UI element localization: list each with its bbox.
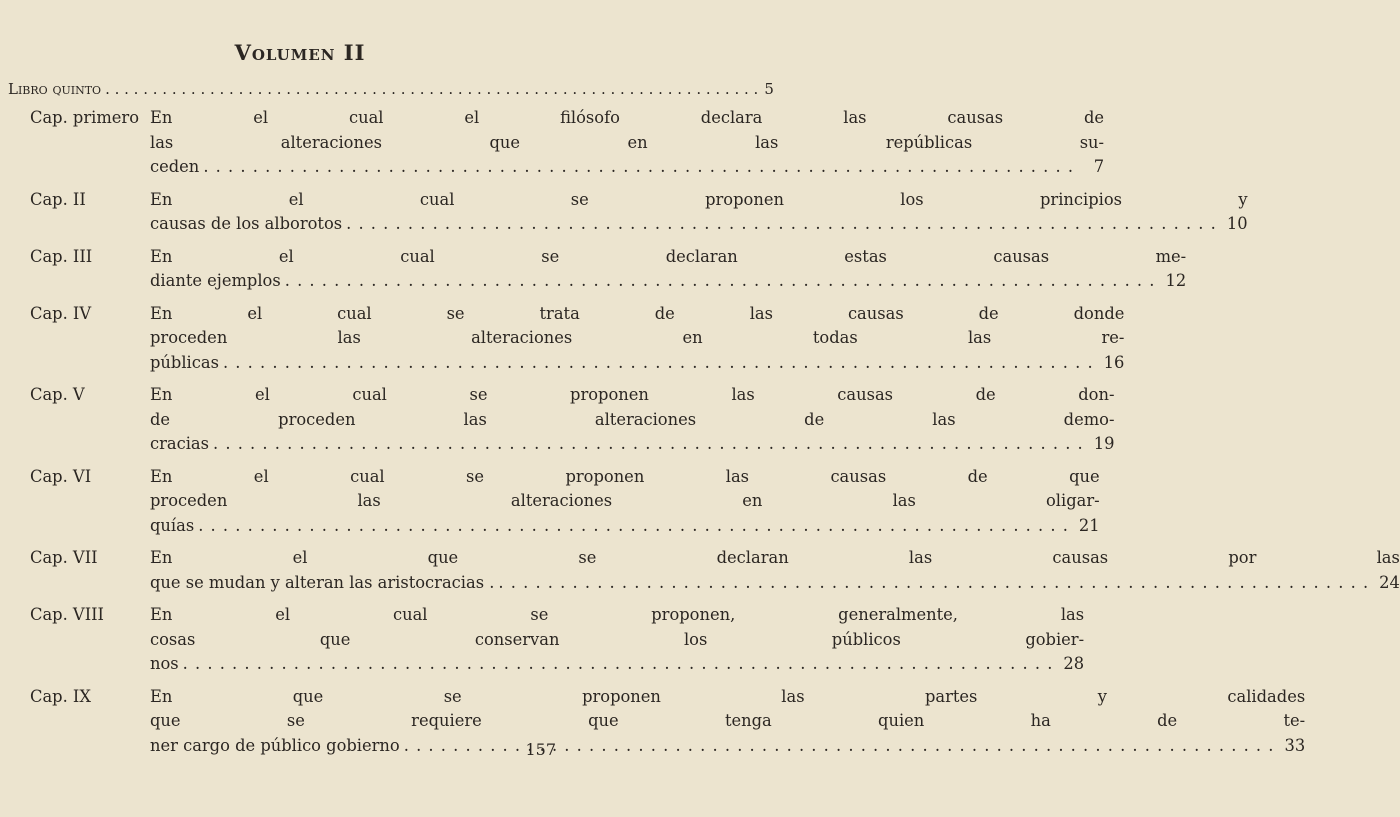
chapter-page-number: 19 xyxy=(1093,434,1115,453)
chapter-page-number: 24 xyxy=(1379,572,1400,592)
description-line: En el cual se proponen las causas de que xyxy=(150,466,1100,486)
chapter-label: Cap. VIII xyxy=(30,605,104,624)
description-last-line xyxy=(150,514,1100,539)
chapter-entry xyxy=(30,302,1125,376)
description-line: ner cargo de público gobierno xyxy=(150,735,400,755)
chapter-description xyxy=(150,188,1248,237)
page-number: 157 xyxy=(525,740,556,759)
dot-leader xyxy=(223,351,1094,376)
chapter-entry xyxy=(30,685,1306,759)
chapter-label: Cap. III xyxy=(30,246,93,266)
description-line: que se mudan y alteran las aristocracias . xyxy=(150,572,495,592)
chapter-label: Cap. IX xyxy=(30,686,91,706)
book-heading-entry xyxy=(8,78,774,100)
book-page-number: 5 xyxy=(764,80,774,98)
chapter-description xyxy=(150,302,1124,376)
chapter-description xyxy=(150,245,1186,294)
chapter-entry xyxy=(30,188,1248,237)
chapter-entry xyxy=(30,603,1085,677)
chapter-entry xyxy=(30,245,1187,294)
volume-title: Volumen II xyxy=(234,40,366,65)
dot-leader xyxy=(203,155,1074,180)
dot-leader xyxy=(213,432,1084,457)
chapter-page-number: 28 xyxy=(1063,654,1085,673)
chapter-description xyxy=(150,465,1100,539)
chapter-entry xyxy=(30,465,1100,539)
description-line: que se requiere que tenga quien ha de te- xyxy=(150,711,1306,730)
chapter-page-number: 10 xyxy=(1226,214,1248,233)
chapter-description xyxy=(150,546,1400,595)
description-line: cosas que conservan los públicos gobier- xyxy=(150,629,1085,649)
chapter-entry xyxy=(30,546,1400,595)
description-last-line xyxy=(150,734,1305,759)
description-line: las alteraciones que en las repúblicas su- xyxy=(150,132,1105,152)
chapter-list xyxy=(30,106,1400,766)
description-line: En el cual se proponen las causas de don- xyxy=(150,385,1115,404)
chapter-description xyxy=(150,383,1114,457)
description-line: En el cual el filósofo declara las causas de xyxy=(150,108,1105,127)
chapter-entry xyxy=(30,383,1115,457)
chapter-label: Cap. primero xyxy=(30,108,140,127)
dot-leader xyxy=(346,212,1217,237)
chapter-page-number: 7 xyxy=(1093,157,1105,176)
description-last-line xyxy=(150,571,1400,596)
description-last-line xyxy=(150,212,1248,237)
book-label: Libro quinto xyxy=(8,80,102,98)
chapter-label: Cap. V xyxy=(30,385,85,404)
chapter-description xyxy=(150,603,1084,677)
description-line: ceden xyxy=(150,157,200,176)
dot-leader xyxy=(105,78,758,100)
dot-leader xyxy=(498,571,1369,596)
description-last-line xyxy=(150,155,1104,180)
description-line: En el cual se declaran estas causas me- xyxy=(150,246,1187,266)
dot-leader xyxy=(285,269,1156,294)
chapter-description xyxy=(150,685,1305,759)
description-line: En el que se declaran las causas por las xyxy=(150,548,1400,567)
description-line: quías xyxy=(150,515,195,535)
description-line: causas de los alborotos xyxy=(150,214,343,233)
description-last-line xyxy=(150,269,1186,294)
dot-leader xyxy=(198,514,1069,539)
description-line: proceden las alteraciones en todas las re- xyxy=(150,328,1125,347)
chapter-page-number: 12 xyxy=(1165,271,1187,290)
description-last-line xyxy=(150,432,1114,457)
description-line: cracias xyxy=(150,434,209,453)
description-line: nos xyxy=(150,654,179,673)
description-line: de proceden las alteraciones de las demo- xyxy=(150,409,1115,429)
description-line: públicas xyxy=(150,352,219,372)
description-line: En el cual se proponen los principios y xyxy=(150,189,1248,209)
chapter-label: Cap. VII xyxy=(30,548,98,567)
chapter-label: Cap. VI xyxy=(30,466,92,486)
description-line: proceden las alteraciones en las oligar- xyxy=(150,491,1100,510)
dot-leader xyxy=(183,652,1054,677)
description-line: En que se proponen las partes y calidades xyxy=(150,686,1306,706)
chapter-page-number: 33 xyxy=(1284,735,1306,755)
chapter-entry xyxy=(30,106,1105,180)
description-last-line xyxy=(150,652,1084,677)
chapter-page-number: 21 xyxy=(1078,515,1100,535)
description-line: En el cual se trata de las causas de donde xyxy=(150,303,1125,323)
description-line: diante ejemplos xyxy=(150,271,281,290)
description-line: En el cual se proponen, generalmente, las xyxy=(150,605,1085,624)
chapter-label: Cap. IV xyxy=(30,303,92,323)
chapter-description xyxy=(150,106,1104,180)
chapter-label: Cap. II xyxy=(30,189,86,209)
chapter-page-number: 16 xyxy=(1103,352,1125,372)
description-last-line xyxy=(150,351,1124,376)
